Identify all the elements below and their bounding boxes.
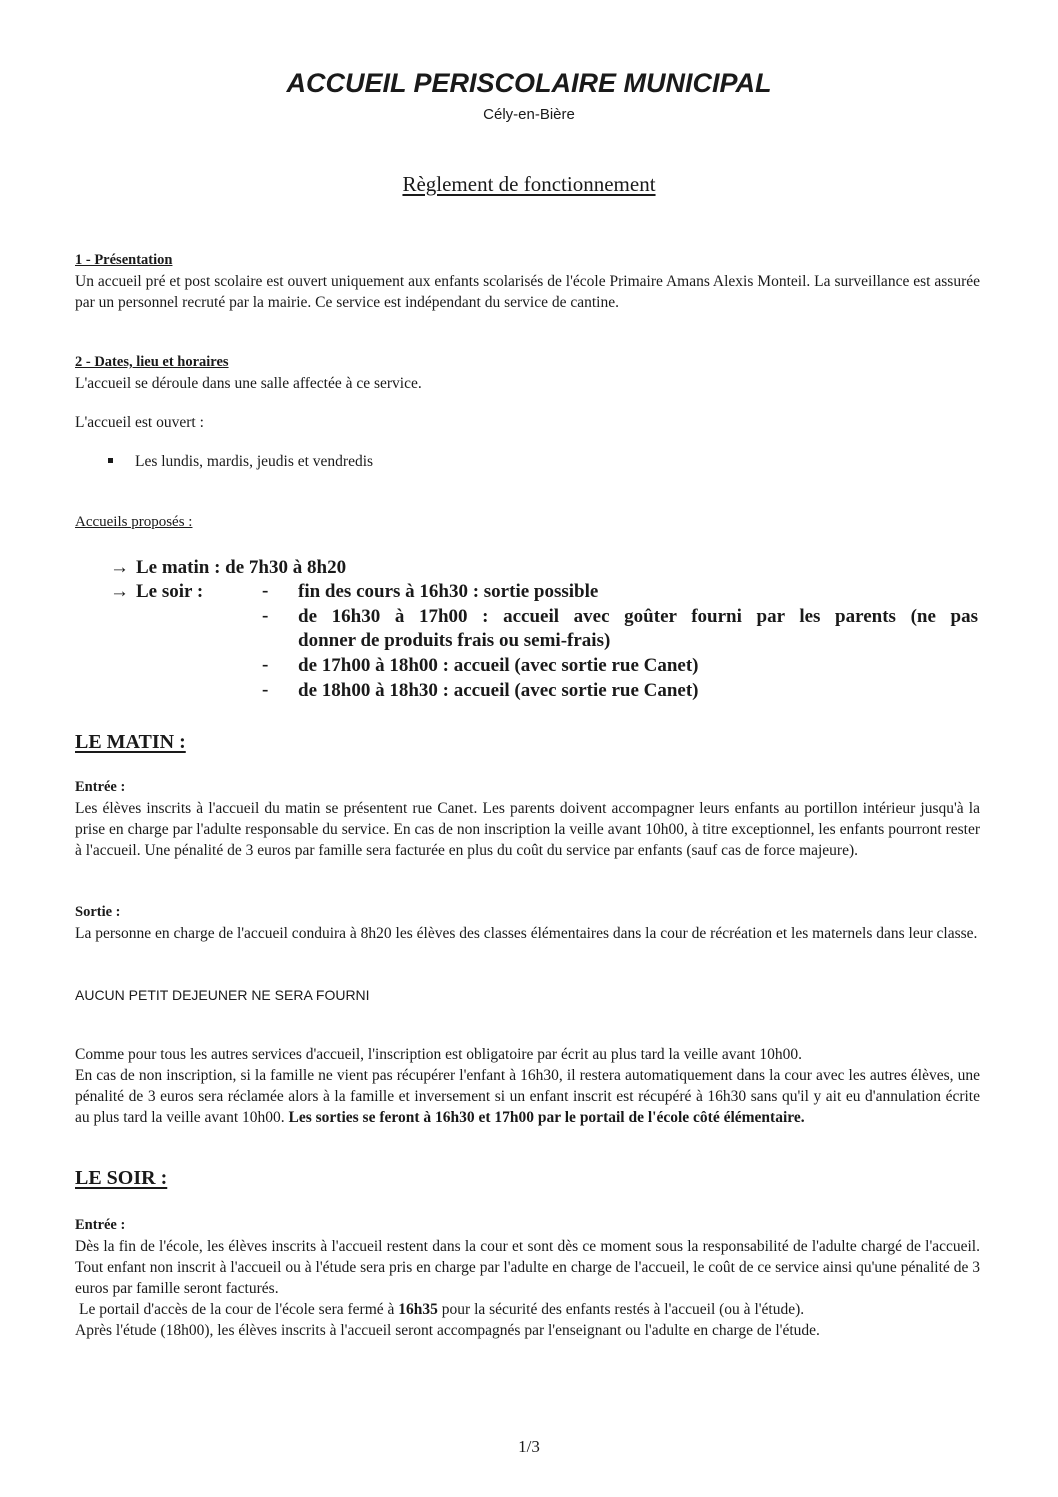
- presentation-text: Un accueil pré et post scolaire est ouvert uniquement aux enfants scolarisés de l'école Primaire Amans Alexis Monteil. La surveillance est assurée par un personnel recruté par la mairie. Ce service est indépendant du service de cantine.: [75, 273, 980, 311]
- dates-line-1: L'accueil se déroule dans une salle affectée à ce service.: [75, 375, 422, 392]
- breakfast-notice: AUCUN PETIT DEJEUNER NE SERA FOURNI: [75, 987, 370, 1003]
- dash-bullet: -: [262, 605, 269, 626]
- portail-text-before: Le portail d'accès de la cour de l'école sera fermé à: [79, 1301, 399, 1318]
- dates-line-2: L'accueil est ouvert :: [75, 414, 204, 431]
- dates-open-line: [75, 412, 980, 433]
- matin-heading: LE MATIN :: [75, 731, 186, 753]
- dash-bullet: -: [262, 679, 269, 700]
- portail-time: 16h35: [398, 1301, 438, 1318]
- soir-portail-text: [75, 1299, 980, 1320]
- evening-item: fin des cours à 16h30 : sortie possible: [298, 581, 599, 602]
- accueils-label: Accueils proposés :: [75, 514, 193, 530]
- morning-schedule: [110, 556, 346, 580]
- inscription-line-1: Comme pour tous les autres services d'accueil, l'inscription est obligatoire par écrit au plus tard la veille avant 10h00.: [75, 1046, 802, 1063]
- soir-entree-label: Entrée :: [75, 1217, 126, 1233]
- presentation-section: [75, 250, 980, 313]
- evening-item: de 16h30 à 17h00 : accueil avec goûter fourni par les parents (ne pas: [298, 606, 978, 627]
- portail-text-after: pour la sécurité des enfants restés à l'accueil (ou à l'étude).: [437, 1301, 805, 1318]
- matin-sortie: [75, 902, 980, 944]
- matin-entree: [75, 777, 980, 861]
- matin-sortie-label: Sortie :: [75, 904, 121, 920]
- soir-entree-text: Dès la fin de l'école, les élèves inscrits à l'accueil restent dans la cour et sont dès ce moment sous la responsabilité de l'adulte chargé de l'accueil. Tout enfant non inscrit à l'accueil ou à l'étude sera pris en charge par l'adulte en charge de l'accueil, le coût de ce service ainsi qu'une pénalité de 3 euros par famille seront facturés.: [75, 1238, 980, 1297]
- evening-label-row: [110, 580, 203, 604]
- soir-etude-text: Après l'étude (18h00), les élèves inscrits à l'accueil seront accompagnés par l'enseignant ou l'adulte en charge de l'étude.: [75, 1322, 820, 1339]
- days-text: Les lundis, mardis, jeudis et vendredis: [135, 453, 374, 470]
- matin-entree-label: Entrée :: [75, 779, 126, 795]
- inscription-text: En cas de non inscription, si la famille ne vient pas récupérer l'enfant à 16h30, il restera automatiquement dans la cour avec les autres élèves, une pénalité de 3 euros sera réclamée alors à la famille et inversement si un enfant inscrit est récupéré à 16h30 sans qu'il y ait eu d'annulation écrite au plus tard la veille avant 10h00.: [75, 1067, 980, 1126]
- inscription-paragraph: [75, 1065, 980, 1128]
- dates-title: 2 - Dates, lieu et horaires: [75, 354, 229, 370]
- days-bullet: [108, 453, 373, 471]
- arrow-right-icon: →: [110, 581, 129, 602]
- dash-bullet: -: [262, 580, 269, 601]
- evening-label: Le soir :: [136, 581, 204, 602]
- document-heading: Règlement de fonctionnement: [402, 172, 656, 196]
- arrow-right-icon: →: [110, 557, 129, 578]
- morning-text: Le matin : de 7h30 à 8h20: [136, 557, 347, 578]
- square-bullet-icon: [108, 458, 113, 463]
- inscription-section: [75, 1044, 980, 1128]
- matin-sortie-text: La personne en charge de l'accueil conduira à 8h20 les élèves des classes élémentaires dans la cour de récréation et les maternels dans leur classe.: [75, 925, 978, 942]
- soir-entree: [75, 1215, 980, 1341]
- dash-bullet: -: [262, 654, 269, 675]
- evening-item: de 18h00 à 18h30 : accueil (avec sortie rue Canet): [298, 680, 699, 701]
- inscription-bold-text: Les sorties se feront à 16h30 et 17h00 par le portail de l'école côté élémentaire.: [288, 1109, 805, 1126]
- presentation-title: 1 - Présentation: [75, 252, 173, 268]
- dates-section: [75, 352, 980, 394]
- evening-item: de 17h00 à 18h00 : accueil (avec sortie rue Canet): [298, 655, 699, 676]
- evening-item-continued: donner de produits frais ou semi-frais): [298, 630, 611, 651]
- matin-entree-text: Les élèves inscrits à l'accueil du matin se présentent rue Canet. Les parents doivent accompagner leurs enfants au portillon intérieur jusqu'à la prise en charge par l'adulte responsable du service. En cas de non inscription la veille avant 10h00, à titre exceptionnel, les enfants pourront rester à l'accueil. Une pénalité de 3 euros par famille sera facturée en plus du coût du service par enfants (sauf cas de force majeure).: [75, 800, 980, 859]
- page-title: ACCUEIL PERISCOLAIRE MUNICIPAL: [286, 68, 772, 98]
- soir-heading: LE SOIR :: [75, 1167, 168, 1189]
- page-number: 1/3: [518, 1437, 540, 1456]
- location-subtitle: Cély-en-Bière: [483, 106, 575, 123]
